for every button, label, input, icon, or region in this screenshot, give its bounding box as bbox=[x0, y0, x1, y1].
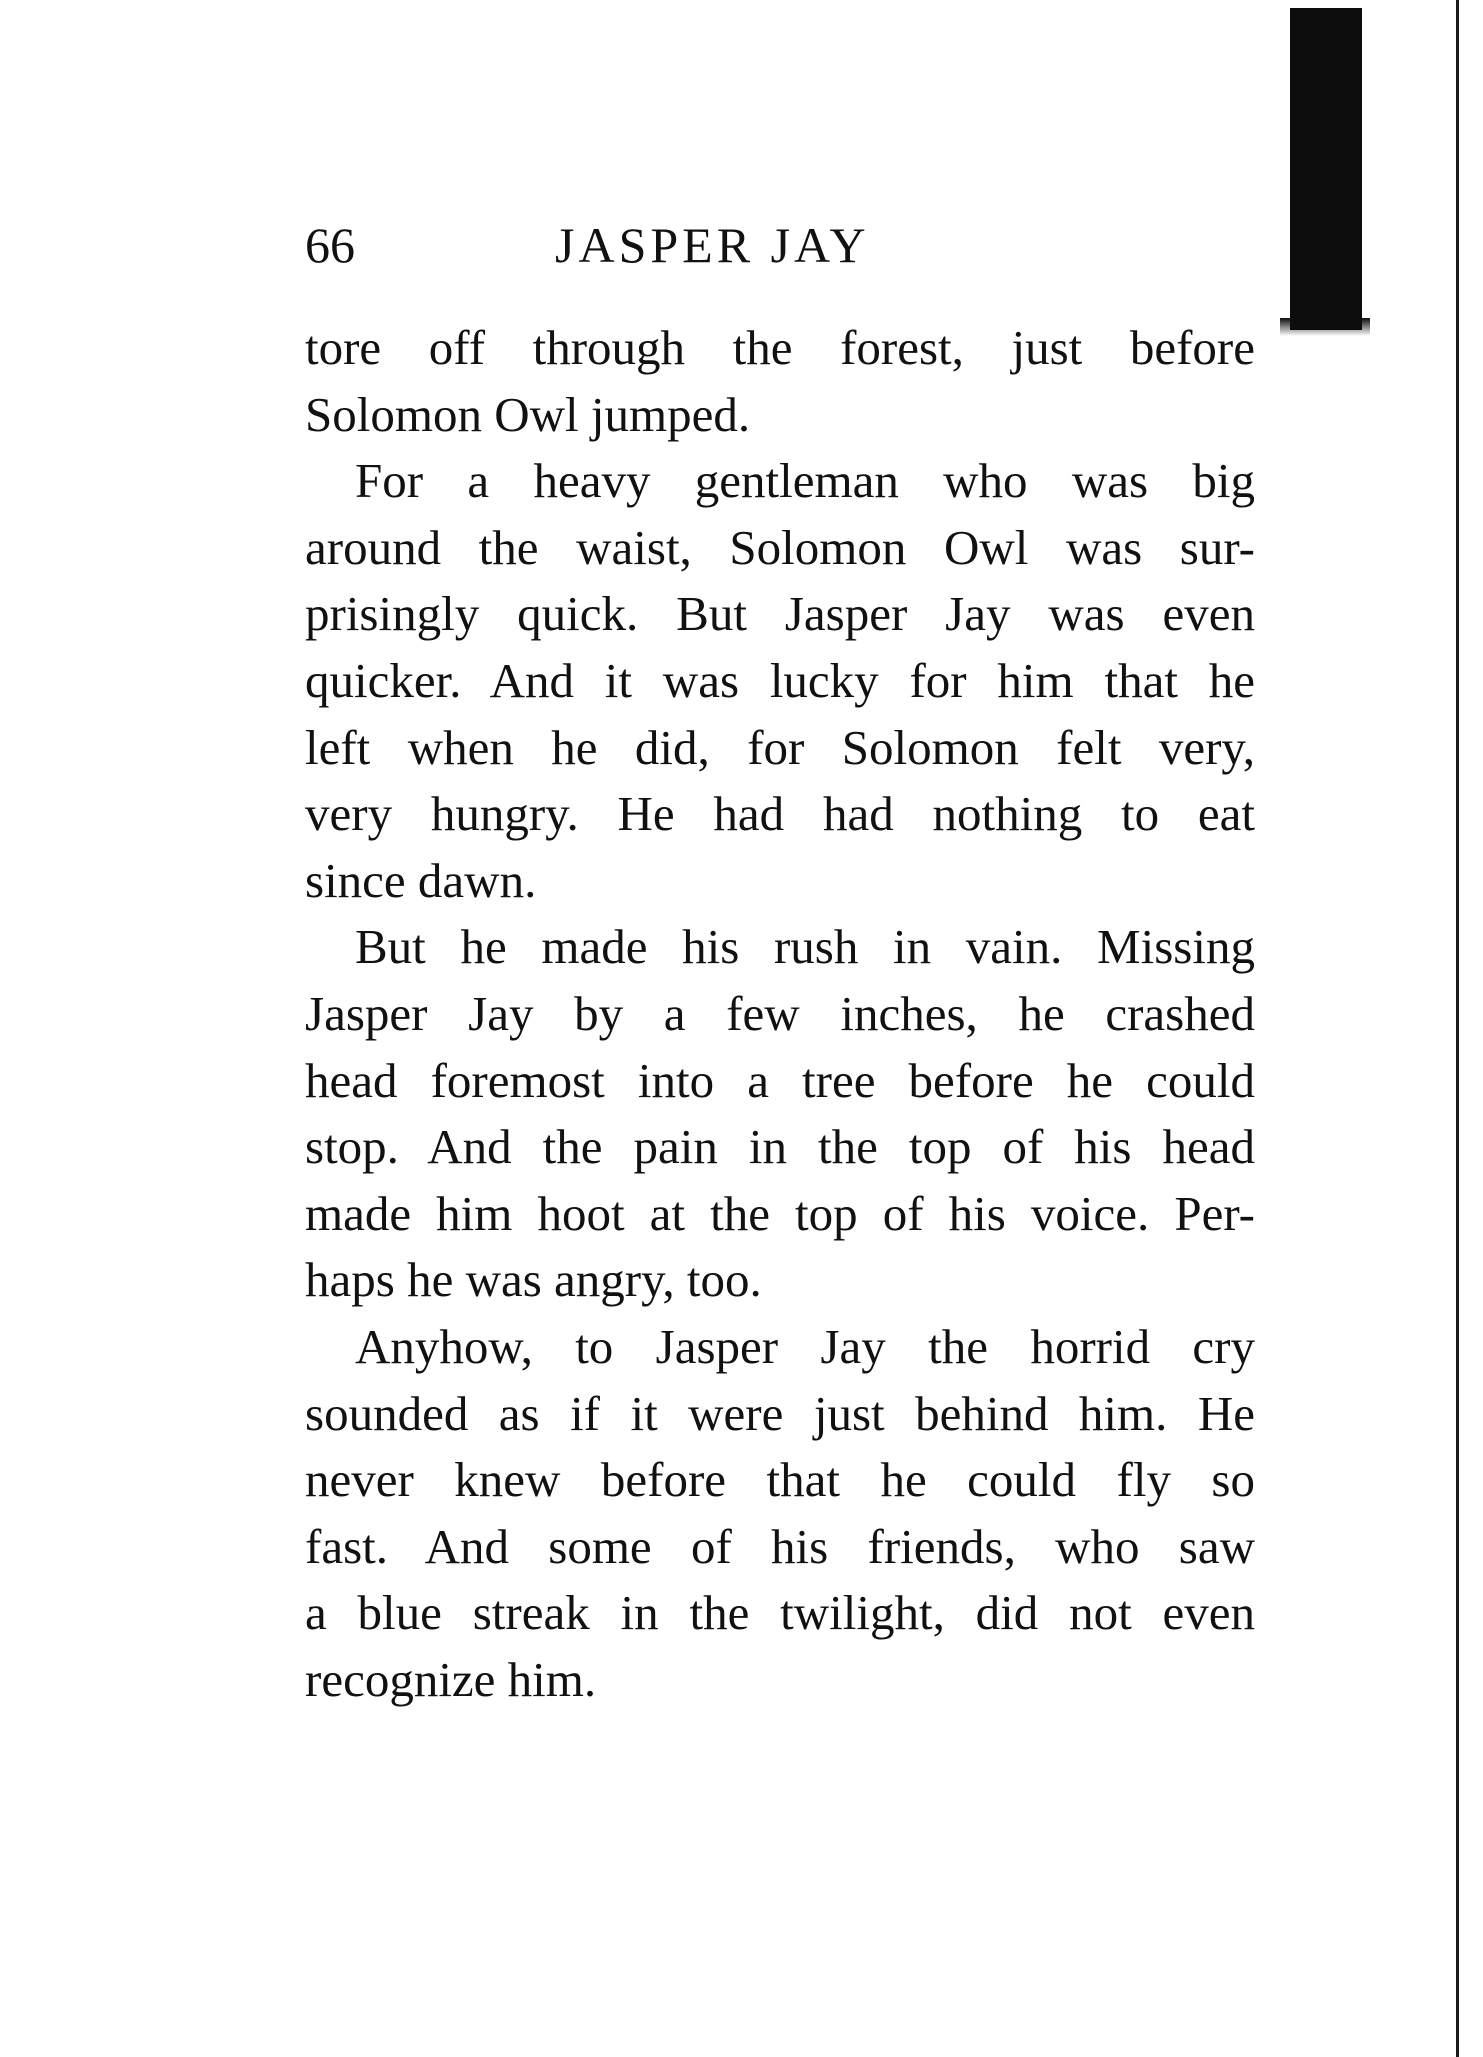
text-line: since dawn. bbox=[305, 852, 537, 908]
text-line: left when he did, for Solomon felt very, bbox=[305, 719, 1255, 775]
text-line: made him hoot at the top of his voice. Per- bbox=[305, 1185, 1255, 1241]
text-line: around the waist, Solomon Owl was sur- bbox=[305, 519, 1255, 575]
text-line: sounded as if it were just behind him. He bbox=[305, 1385, 1255, 1441]
text-line: But he made his rush in vain. Missing bbox=[355, 919, 1255, 975]
text-line: prisingly quick. But Jasper Jay was even bbox=[305, 586, 1255, 642]
paragraph bbox=[305, 914, 1255, 1314]
text-line: Solomon Owl jumped. bbox=[305, 386, 751, 442]
scan-margin-bar bbox=[1290, 8, 1362, 330]
paragraph bbox=[305, 1314, 1255, 1714]
text-line: stop. And the pain in the top of his head bbox=[305, 1119, 1255, 1175]
text-line: tore off through the forest, just before bbox=[305, 320, 1255, 375]
text-line: recognize him. bbox=[305, 1651, 597, 1707]
text-line: never knew before that he could fly so bbox=[305, 1452, 1255, 1508]
text-line: fast. And some of his friends, who saw bbox=[305, 1518, 1255, 1574]
paragraph bbox=[305, 315, 1255, 448]
text-line: a blue streak in the twilight, did not even bbox=[305, 1585, 1255, 1641]
text-line: For a heavy gentleman who was big bbox=[355, 453, 1255, 509]
text-line: haps he was angry, too. bbox=[305, 1252, 762, 1308]
page-number: 66 bbox=[305, 217, 355, 273]
text-line: very hungry. He had had nothing to eat bbox=[305, 786, 1255, 842]
running-title: JASPER JAY bbox=[555, 217, 870, 273]
paragraph bbox=[305, 448, 1255, 914]
body-text bbox=[305, 315, 1255, 1713]
text-line: quicker. And it was lucky for him that he bbox=[305, 652, 1255, 708]
page-edge-line bbox=[1456, 0, 1459, 2057]
text-line: head foremost into a tree before he could bbox=[305, 1052, 1255, 1108]
text-line: Anyhow, to Jasper Jay the horrid cry bbox=[355, 1318, 1255, 1374]
running-head bbox=[305, 215, 1255, 275]
text-line: Jasper Jay by a few inches, he crashed bbox=[305, 985, 1255, 1041]
